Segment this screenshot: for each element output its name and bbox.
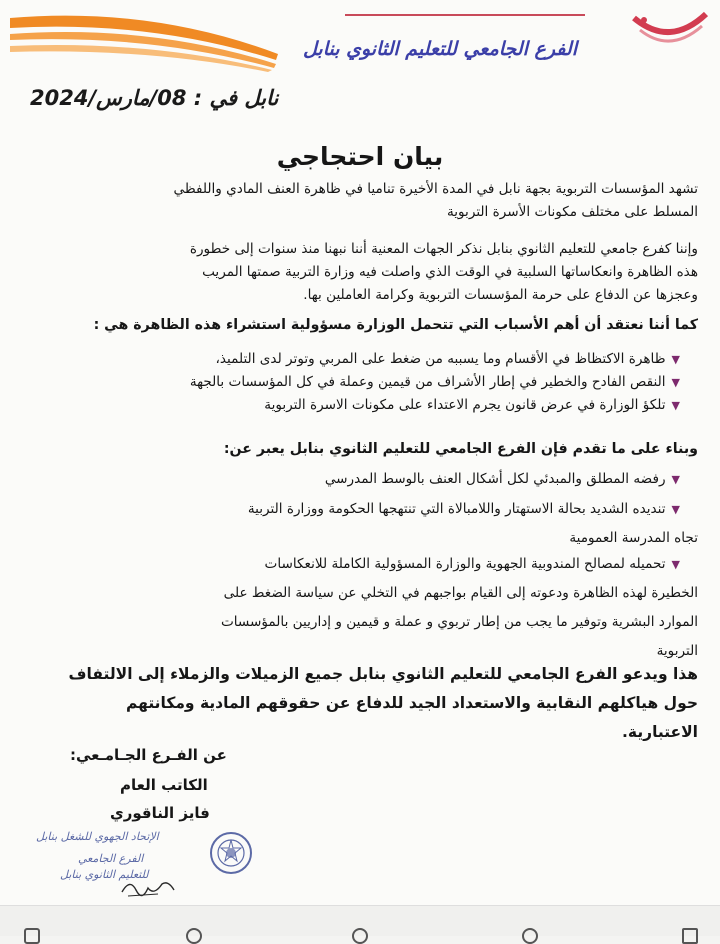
- text-line: حول هياكلهم النقابية والاستعداد الجيد للدفاع عن حقوقهم المادية ومكانتهم: [125, 694, 698, 712]
- text-line: هذا ويدعو الفرع الجامعي للتعليم الثانوي بنابل جميع الزميلات والزملاء إلى الالتفاف: [68, 665, 698, 683]
- share-icon[interactable]: [24, 928, 40, 944]
- delete-icon[interactable]: [522, 928, 538, 944]
- text-line: الاعتبارية.: [622, 723, 698, 741]
- handwritten-signature-icon: [118, 876, 178, 900]
- causes-list: [20, 348, 680, 417]
- paragraph-2: [18, 238, 698, 307]
- stamp-seal-icon: [208, 830, 254, 876]
- on-behalf-label: عن الفـرع الجـامـعي:: [70, 746, 227, 764]
- arrow-bullet-icon: ▼: [671, 503, 680, 516]
- arrow-bullet-icon: ▼: [671, 353, 680, 366]
- text-line: ▼تنديده الشديد بحالة الاستهتار واللامبالاة التي تنتهجها الحكومة ووزارة التربية: [247, 501, 680, 517]
- arrow-bullet-icon: ▼: [671, 376, 680, 389]
- info-icon[interactable]: [352, 928, 368, 944]
- branch-title: الفرع الجامعي للتعليم الثانوي بنابل: [303, 38, 577, 60]
- edit-icon[interactable]: [186, 928, 202, 944]
- positions-intro: وبناء على ما تقدم فإن الفرع الجامعي للتعليم الثانوي بنابل يعبر عن:: [223, 441, 698, 457]
- signatory-name: فايز الناقوري: [110, 804, 210, 822]
- swoosh-graphic: [10, 10, 280, 72]
- causes-intro: كما أننا نعتقد أن أهم الأسباب التي تتحمل الوزارة مسؤولية استشراء هذه الظاهرة هي :: [93, 317, 698, 333]
- text-line: وعجزها عن الدفاع على حرمة المؤسسات التربوية وكرامة العاملين بها.: [303, 287, 698, 303]
- text-line: تشهد المؤسسات التربوية بجهة نابل في المدة الأخيرة تناميا في ظاهرة العنف المادي واللفظي: [173, 181, 698, 197]
- date-line: نابل في : 08/مارس/2024: [30, 86, 279, 110]
- text-line: وإننا كفرع جامعي للتعليم الثانوي بنابل نذكر الجهات المعنية أننا نبهنا منذ سنوات إلى خطورة: [189, 241, 698, 257]
- text-line: المسلط على مختلف مكونات الأسرة التربوية: [446, 204, 698, 220]
- text-line: ▼تحميله لمصالح المندوبية الجهوية والوزارة المسؤولية الكاملة للانعكاسات: [264, 556, 680, 572]
- document-title: بيان احتجاجي: [276, 142, 444, 171]
- text-line: الخطيرة لهذه الظاهرة ودعوته إلى القيام بواجبهم في التخلي عن سياسة الضغط على: [223, 585, 698, 601]
- position-2: [18, 498, 698, 550]
- viewer-bottom-bar: [0, 905, 720, 936]
- list-item: ▼ظاهرة الاكتظاظ في الأقسام وما يسببه من ضغط على المربي وتوتر لدى التلميذ،: [215, 351, 680, 367]
- header-rule: [345, 14, 585, 16]
- text-line: هذه الظاهرة وانعكاساتها السلبية في الوقت الذي واصلت فيه وزارة التربية صمتها المريب: [202, 264, 698, 280]
- union-logo-icon: [630, 8, 710, 54]
- text-line: تجاه المدرسة العمومية: [569, 530, 698, 546]
- list-item: ▼النقص الفادح والخطير في إطار الأشراف من قيمين وعملة في كل المؤسسات بالجهة: [189, 374, 680, 390]
- arrow-bullet-icon: ▼: [671, 473, 680, 486]
- arrow-bullet-icon: ▼: [671, 558, 680, 571]
- position-1: ▼رفضه المطلق والمبدئي لكل أشكال العنف بالوسط المدرسي: [324, 471, 680, 487]
- more-icon[interactable]: [682, 928, 698, 944]
- stamp-line: للتعليم الثانوي بنابل: [60, 868, 149, 881]
- stamp-line: الفرع الجامعي: [78, 852, 144, 865]
- text-line: التربوية: [656, 643, 698, 659]
- text-line: الموارد البشرية وتوفير ما يجب من إطار تربوي و عملة و قيمين و إداريين بالمؤسسات: [220, 614, 698, 630]
- signatory-role: الكاتب العام: [120, 776, 208, 794]
- list-item: ▼تلكؤ الوزارة في عرض قانون يجرم الاعتداء على مكونات الاسرة التربوية: [264, 397, 680, 413]
- closing-paragraph: [18, 660, 698, 747]
- arrow-bullet-icon: ▼: [671, 399, 680, 412]
- position-3: [18, 550, 698, 666]
- stamp-line: الإتحاد الجهوي للشغل بنابل: [36, 830, 159, 843]
- paragraph-1: [18, 178, 698, 224]
